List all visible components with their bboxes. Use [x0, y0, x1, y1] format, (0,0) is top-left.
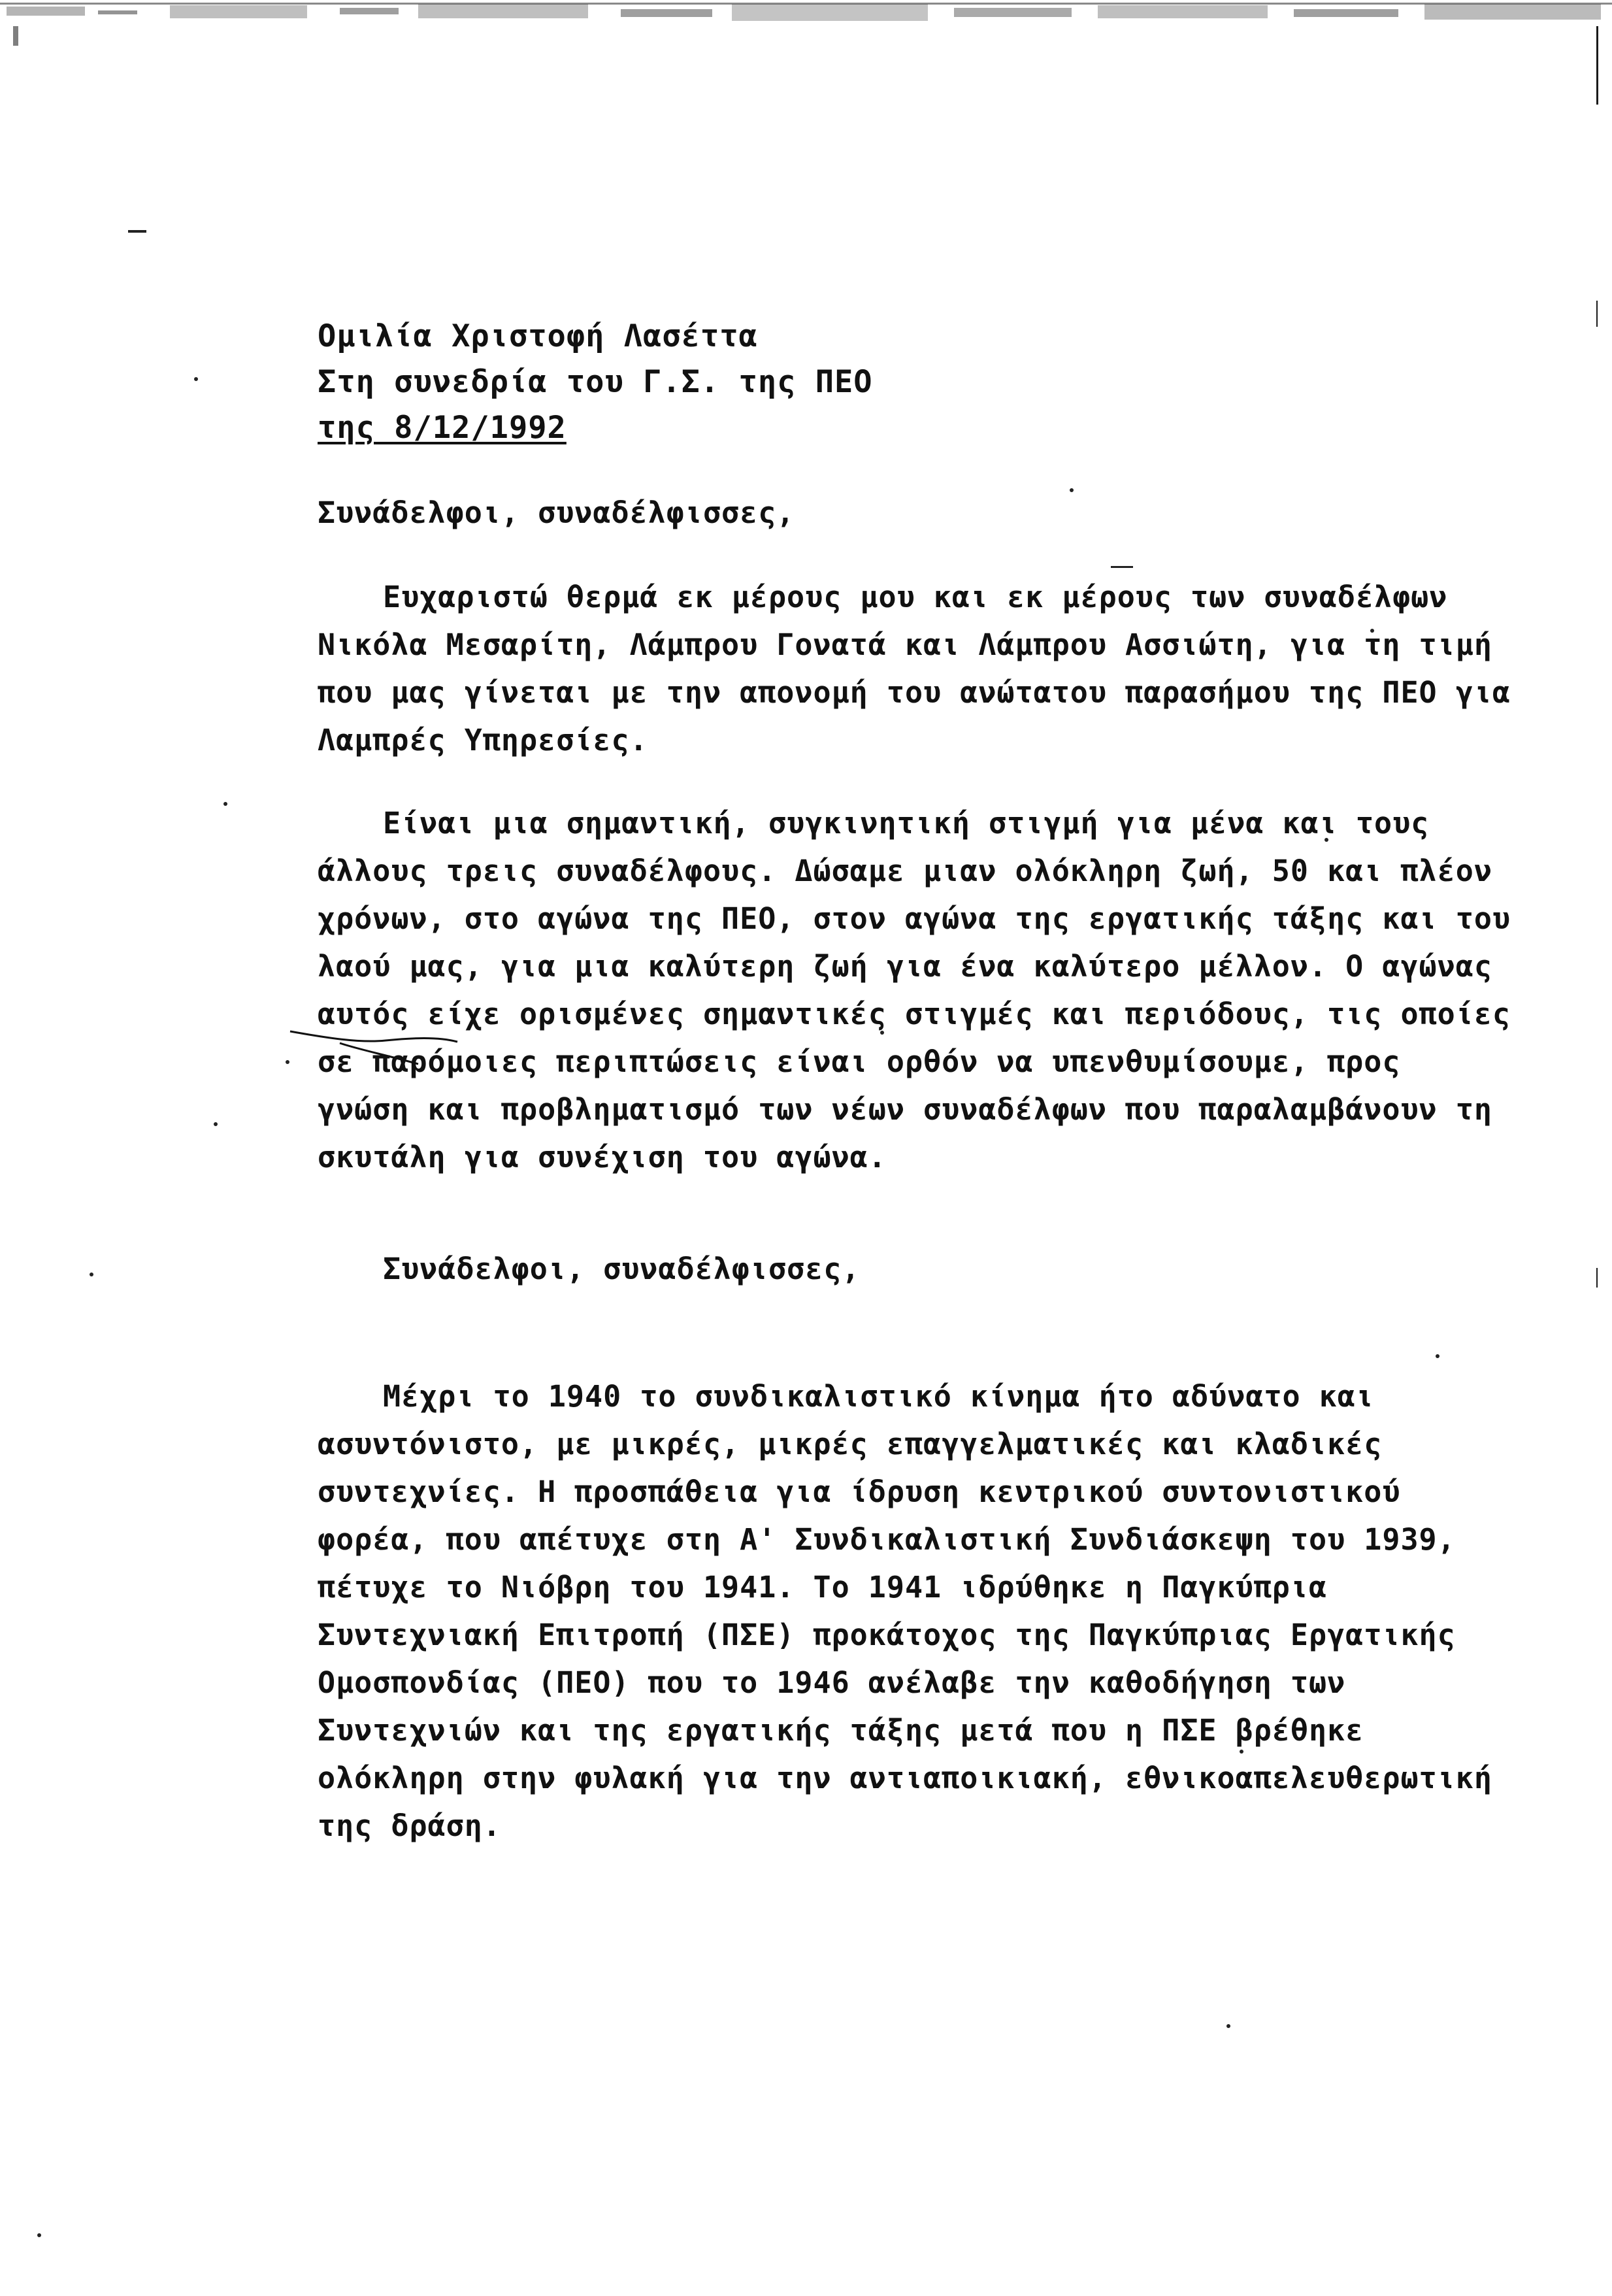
paragraph-2 — [318, 799, 1511, 1181]
paragraph-line: άλλους τρεις συναδέλφους. Δώσαμε μιαν ολόκληρη ζωή, 50 και πλέον — [318, 854, 1492, 888]
paragraph-line: Νικόλα Μεσαρίτη, Λάμπρου Γονατά και Λάμπρου Ασσιώτη, για τη τιμή — [318, 627, 1492, 662]
paragraph-line: σε παρόμοιες περιπτώσεις είναι ορθόν να υπενθυμίσουμε, προς — [318, 1044, 1401, 1079]
paragraph-line: Ομοσπονδίας (ΠΕΟ) που το 1946 ανέλαβε την καθοδήγηση των — [318, 1665, 1346, 1700]
paragraph-line: πέτυχε το Νιόβρη του 1941. Το 1941 ιδρύθηκε η Παγκύπρια — [318, 1570, 1328, 1605]
paragraph-line: αυτός είχε ορισμένες σημαντικές στιγμές και περιόδους, τις οποίες — [318, 997, 1511, 1031]
paragraph-line: Λαμπρές Υπηρεσίες. — [318, 723, 648, 757]
date-line: της 8/12/1992 — [318, 410, 567, 446]
paragraph-line: Ευχαριστώ θερμά εκ μέρους μου και εκ μέρους των συναδέλφων — [383, 580, 1448, 614]
paragraph-line: ολόκληρη στην φυλακή για την αντιαποικιακή, εθνικοαπελευθερωτική — [318, 1761, 1492, 1795]
paragraph-line: συντεχνίες. Η προσπάθεια για ίδρυση κεντρικού συντονιστικού — [318, 1474, 1401, 1509]
paragraph-line: γνώση και προβληματισμό των νέων συναδέλφων που παραλαμβάνουν τη — [318, 1092, 1492, 1127]
document-body — [318, 314, 1511, 1850]
paragraph-line: ασυντόνιστο, με μικρές, μικρές επαγγελματικές και κλαδικές — [318, 1427, 1383, 1461]
salutation-2: Συνάδελφοι, συναδέλφισσες, — [383, 1252, 861, 1286]
paragraph-line: χρόνων, στο αγώνα της ΠΕΟ, στον αγώνα της εργατικής τάξης και του — [318, 901, 1511, 936]
paragraph-3 — [318, 1373, 1492, 1850]
paragraph-line: σκυτάλη για συνέχιση του αγώνα. — [318, 1140, 887, 1174]
paragraph-line: που μας γίνεται με την απονομή του ανώτατου παρασήμου της ΠΕΟ για — [318, 675, 1511, 710]
paragraph-line: λαού μας, για μια καλύτερη ζωή για ένα καλύτερο μέλλον. Ο αγώνας — [318, 949, 1492, 984]
paragraph-1 — [318, 573, 1511, 764]
paragraph-line: Συντεχνιών και της εργατικής τάξης μετά που η ΠΣΕ βρέθηκε — [318, 1713, 1364, 1748]
speech-title: Ομιλία Χριστοφή Λασέττα — [318, 318, 758, 354]
paragraph-line: φορέα, που απέτυχε στη Α' Συνδικαλιστική Συνδιάσκεψη του 1939, — [318, 1522, 1456, 1557]
paragraph-line: της δράση. — [318, 1808, 501, 1843]
paragraph-line: Συντεχνιακή Επιτροπή (ΠΣΕ) προκάτοχος της Παγκύπριας Εργατικής — [318, 1618, 1456, 1652]
paragraph-line: Είναι μια σημαντική, συγκινητική στιγμή για μένα και τους — [383, 806, 1430, 840]
meeting-line: Στη συνεδρία του Γ.Σ. της ΠΕΟ — [318, 364, 873, 400]
paragraph-line: Μέχρι το 1940 το συνδικαλιστικό κίνημα ήτο αδύνατο και — [383, 1379, 1374, 1414]
salutation: Συνάδελφοι, συναδέλφισσες, — [318, 495, 795, 530]
